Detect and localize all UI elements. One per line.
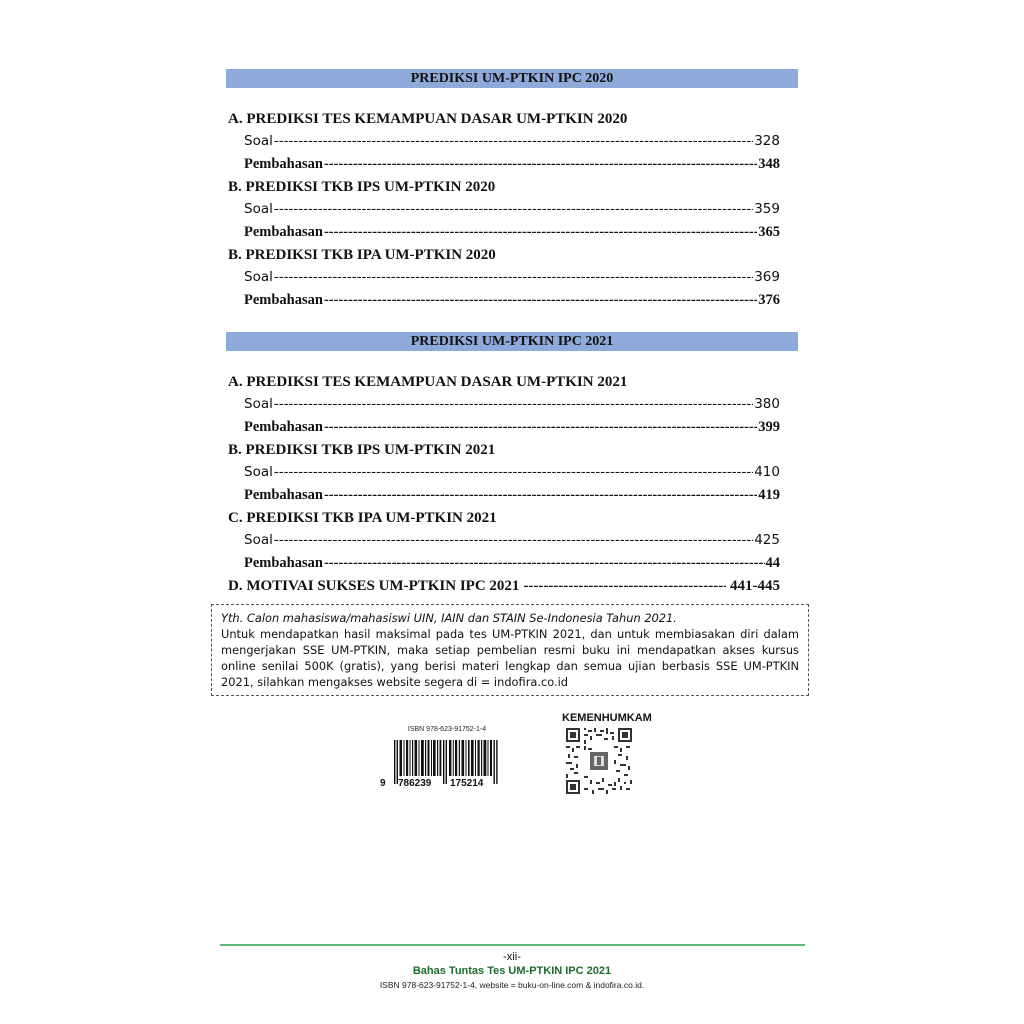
page-number: 328: [754, 133, 780, 149]
page-number: 399: [758, 419, 780, 435]
page-number: 425: [754, 532, 780, 548]
entry-label: Pembahasan: [244, 156, 323, 172]
leader-dots: [274, 266, 753, 288]
notice-body: Untuk mendapatkan hasil maksimal pada tes UM-PTKIN 2021, dan untuk membiasakan diri dalam mengerjakan SSE UM-PTKIN, maka setiap pembelian resmi buku ini mendapatkan akses kursus online senilai 500K (gratis), yang berisi materi lengkap dan semua ujian berbasis SSE UM-PTKIN 2021, silahkan mengakses website segera di = indofira.co.id: [221, 627, 799, 689]
toc-entry-soal[interactable]: [244, 461, 780, 483]
toc-entry-pembahasan[interactable]: [244, 289, 780, 311]
entry-label: Pembahasan: [244, 224, 323, 240]
leader-dots: [274, 529, 753, 551]
page-number: 365: [758, 224, 780, 240]
toc-entry-soal[interactable]: [244, 130, 780, 152]
page-number: 410: [754, 464, 780, 480]
entry-label: Pembahasan: [244, 419, 323, 435]
entry-label: D. MOTIVAI SUKSES UM-PTKIN IPC 2021: [228, 578, 520, 594]
toc-entry-soal[interactable]: [244, 393, 780, 415]
entry-label: Soal: [244, 269, 273, 285]
leader-dots: [274, 130, 753, 152]
barcode-digits-right: 175214: [450, 778, 484, 789]
entry-label: Pembahasan: [244, 555, 323, 571]
page-number: 380: [754, 396, 780, 412]
entry-label: Soal: [244, 201, 273, 217]
toc-entry-pembahasan[interactable]: [244, 221, 780, 243]
leader-dots: [324, 416, 757, 438]
leader-dots: [324, 484, 757, 506]
toc-entry-pembahasan[interactable]: [244, 153, 780, 175]
entry-label: Pembahasan: [244, 292, 323, 308]
footer-isbn: ISBN 978-623-91752-1-4, website = buku-on-line.com & indofira.co.id.: [379, 980, 645, 990]
toc-heading: B. PREDIKSI TKB IPA UM-PTKIN 2020: [228, 247, 496, 263]
toc-entry-soal[interactable]: [244, 266, 780, 288]
toc-entry-pembahasan[interactable]: [244, 552, 780, 574]
page-number: 359: [754, 201, 780, 217]
section-band-2020: PREDIKSI UM-PTKIN IPC 2020: [226, 69, 798, 88]
toc-entry-pembahasan[interactable]: [244, 484, 780, 506]
footer-divider: [220, 944, 805, 946]
entry-label: Soal: [244, 464, 273, 480]
toc-entry-motivasi[interactable]: [228, 575, 780, 597]
toc-entry-pembahasan[interactable]: [244, 416, 780, 438]
leader-dots: [324, 289, 757, 311]
page-number-footer: -xii-: [503, 951, 521, 963]
leader-dots: [274, 198, 753, 220]
barcode-digit-first: 9: [380, 778, 386, 789]
toc-heading: B. PREDIKSI TKB IPS UM-PTKIN 2020: [228, 179, 496, 195]
leader-dots: [274, 461, 753, 483]
barcode-digits-left: 786239: [398, 778, 432, 789]
entry-label: Soal: [244, 133, 273, 149]
qr-code-icon: [566, 728, 632, 794]
toc-heading: A. PREDIKSI TES KEMAMPUAN DASAR UM-PTKIN 2020: [228, 111, 628, 127]
leader-dots: [274, 393, 753, 415]
toc-entry-soal[interactable]: [244, 529, 780, 551]
entry-label: Pembahasan: [244, 487, 323, 503]
page-number: 376: [758, 292, 780, 308]
section-band-2021: PREDIKSI UM-PTKIN IPC 2021: [226, 332, 798, 351]
page-number: 441-445: [730, 578, 780, 594]
page-number: 44: [765, 555, 780, 571]
toc-heading: A. PREDIKSI TES KEMAMPUAN DASAR UM-PTKIN 2021: [228, 374, 628, 390]
qr-title: KEMENHUMKAM: [562, 712, 652, 724]
page-number: 348: [758, 156, 780, 172]
leader-dots: [324, 552, 765, 574]
isbn-label: ISBN 978-623-91752-1-4: [407, 726, 487, 733]
entry-label: Soal: [244, 396, 273, 412]
toc-heading: B. PREDIKSI TKB IPS UM-PTKIN 2021: [228, 442, 496, 458]
leader-dots: [523, 575, 726, 597]
footer-book-title: Bahas Tuntas Tes UM-PTKIN IPC 2021: [412, 965, 612, 977]
leader-dots: [324, 153, 757, 175]
toc-heading: C. PREDIKSI TKB IPA UM-PTKIN 2021: [228, 510, 497, 526]
toc-entry-soal[interactable]: [244, 198, 780, 220]
leader-dots: [324, 221, 757, 243]
page-number: 369: [754, 269, 780, 285]
page-number: 419: [758, 487, 780, 503]
entry-label: Soal: [244, 532, 273, 548]
notice-greeting: Yth. Calon mahasiswa/mahasiswi UIN, IAIN dan STAIN Se-Indonesia Tahun 2021.: [221, 611, 677, 625]
notice-box: [211, 604, 809, 696]
isbn-barcode: [380, 726, 514, 796]
